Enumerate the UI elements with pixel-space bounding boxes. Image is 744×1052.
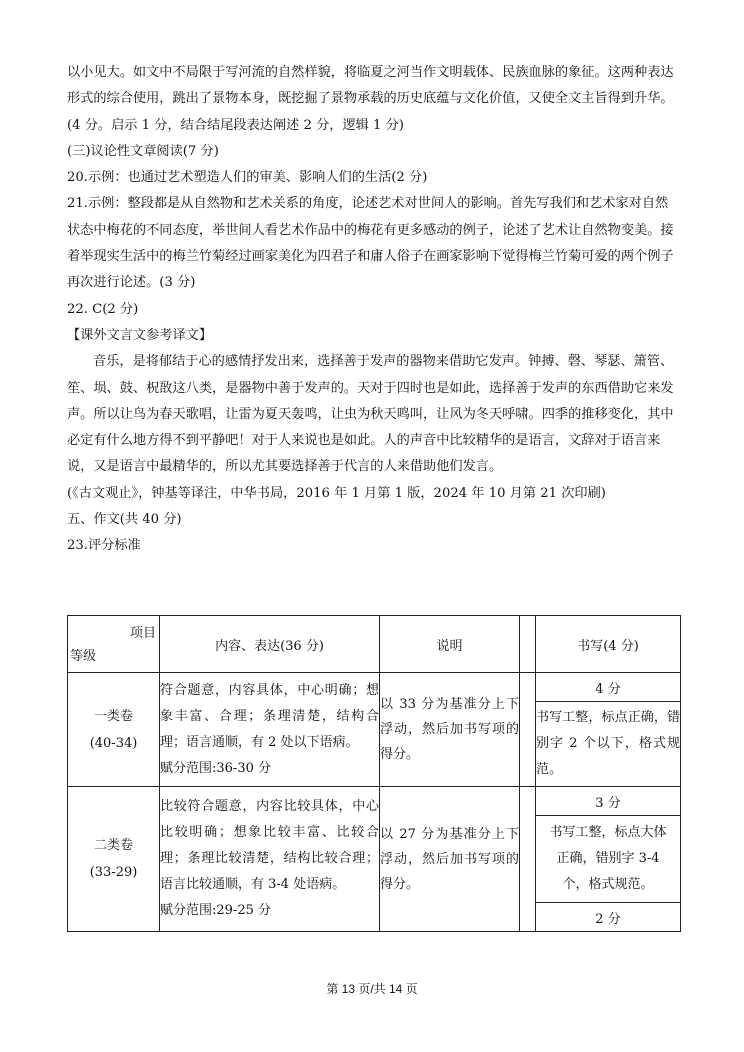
rubric-header-row xyxy=(68,616,681,673)
note-cell: 以 27 分为基准分上下浮动，然后加书写项的得分。 xyxy=(380,787,520,932)
citation: (《古文观止》，钟基等译注，中华书局，2016 年 1 月第 1 版，2024 年 10 月第 21 次印刷) xyxy=(67,485,606,501)
header-writing: 书写(4 分) xyxy=(536,616,681,673)
answer-20: 20.示例：也通过艺术塑造人们的审美、影响人们的生活(2 分) xyxy=(67,170,428,186)
writing-desc: 书写工整，标点大体正确，错别字 3-4 个，格式规范。 xyxy=(536,816,681,903)
content-criteria: 符合题意，内容具体，中心明确；想象丰富、合理；条理清楚，结构合理；语言通顺，有 2 处以下语病。 xyxy=(160,682,379,750)
content-cell xyxy=(160,787,380,932)
grade-label: 二类卷 xyxy=(93,838,133,853)
page-footer: 第 13 页/共 14 页 xyxy=(326,982,418,996)
header-corner-grade: 等级 xyxy=(70,649,97,664)
header-spacer xyxy=(520,616,536,673)
scoring-note: (4 分。启示 1 分，结合结尾段表达阐述 2 分，逻辑 1 分) xyxy=(67,117,404,133)
rubric-title: 23.评分标准 xyxy=(67,538,141,554)
header-note: 说明 xyxy=(380,616,520,673)
grade-range: (40-34) xyxy=(89,735,138,751)
writing-desc: 书写工整，标点正确，错别字 2 个以下，格式规范。 xyxy=(536,702,681,787)
spacer-cell xyxy=(520,787,536,932)
grade-cell xyxy=(68,673,160,787)
answer-22: 22. C(2 分) xyxy=(67,301,139,317)
header-corner-cell xyxy=(68,616,160,673)
grade-range: (33-29) xyxy=(89,865,138,880)
answer-21: 21.示例：整段都是从自然物和艺术关系的角度，论述艺术对世间人的影响。首先写我们和艺术家对自然状态中梅花的不同态度，举世间人看艺术作品中的梅花有更多感动的例子，论述了艺术让自然物变美。接着举现实生活中的梅兰竹菊经过画家美化为四君子和庸人俗子在画家影响下觉得梅兰竹菊可爱的两个例子再次进行论述。(3 分) xyxy=(67,196,674,291)
header-corner-item: 项目 xyxy=(129,626,156,641)
section-heading-essay: 五、作文(共 40 分) xyxy=(67,512,182,528)
content-criteria: 比较符合题意，内容比较具体，中心比较明确；想象比较丰富、比较合理；条理比较清楚，结构比较合理；语言比较通顺，有 3-4 处语病。 xyxy=(160,799,379,892)
paragraph-conclusion: 以小见大。如文中不局限于写河流的自然样貌，将临夏之河当作文明载体、民族血脉的象征。这两种表达形式的综合使用，跳出了景物本身，既挖掘了景物承载的历史底蕴与文化价值，又使全文主旨得到升华。 xyxy=(67,65,674,107)
translation-heading: 【课外文言文参考译文】 xyxy=(67,327,213,343)
table-row xyxy=(68,673,681,702)
grade-cell xyxy=(68,787,160,932)
answer-text xyxy=(67,60,681,560)
content-range: 赋分范围:36-30 分 xyxy=(160,760,271,776)
content-range: 赋分范围:29-25 分 xyxy=(160,903,271,918)
writing-score: 3 分 xyxy=(536,787,681,816)
note-cell: 以 33 分为基准分上下浮动，然后加书写项的得分。 xyxy=(380,673,520,787)
content-cell xyxy=(160,673,380,787)
section-heading-argumentative: (三)议论性文章阅读(7 分) xyxy=(67,143,219,159)
writing-score: 4 分 xyxy=(536,673,681,702)
table-row xyxy=(68,787,681,816)
header-content: 内容、表达(36 分) xyxy=(160,616,380,673)
translation-text: 音乐，是将郁结于心的感情抒发出来，选择善于发声的器物来借助它发声。钟搏、磬、琴瑟、箫管、笙、埙、鼓、柷敔这八类，是器物中善于发声的。天对于四时也是如此，选择善于发声的东西借助它来发声。所以让鸟为春天歌唱，让雷为夏天轰鸣，让虫为秋天鸣叫，让风为冬天呼啸。四季的推移变化，其中必定有什么地方得不到平静吧！对于人来说也是如此。人的声音中比较精华的是语言，文辞对于语言来说，又是语言中最精华的，所以尤其要选择善于代言的人来借助他们发言。 xyxy=(67,354,674,475)
spacer-cell xyxy=(520,673,536,787)
rubric-table xyxy=(67,615,681,932)
writing-score-next: 2 分 xyxy=(536,903,681,932)
grade-label: 一类卷 xyxy=(93,708,133,724)
